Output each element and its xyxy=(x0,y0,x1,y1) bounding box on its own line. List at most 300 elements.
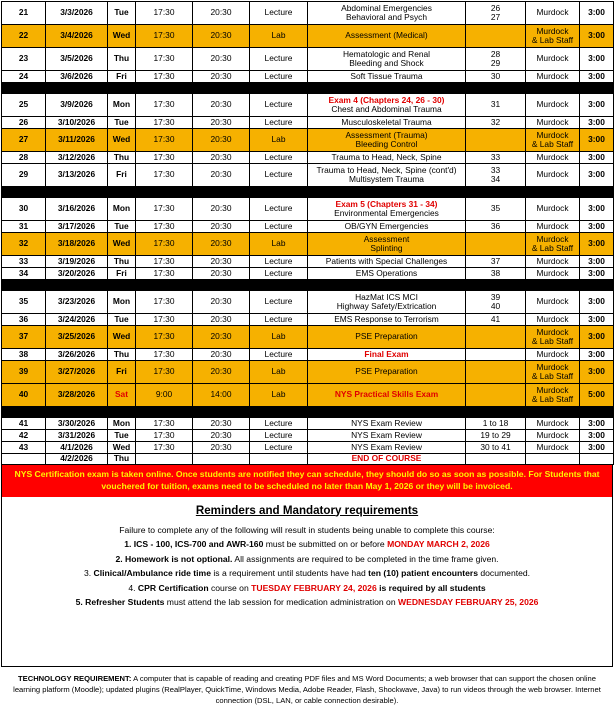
session-hours: 3:00 xyxy=(580,349,614,361)
session-date: 3/9/2026 xyxy=(46,94,108,117)
session-hours: 3:00 xyxy=(580,314,614,326)
instructor xyxy=(526,384,580,407)
session-hours: 3:00 xyxy=(580,48,614,71)
chapter-number: 32 xyxy=(490,116,501,127)
session-topic xyxy=(308,291,466,314)
schedule-row xyxy=(2,71,614,83)
instructor-line: Murdock xyxy=(536,70,569,81)
session-number: 34 xyxy=(2,268,46,280)
session-type: Lab xyxy=(250,25,308,48)
session-topic xyxy=(308,94,466,117)
topic-line: Multisystem Trauma xyxy=(349,174,424,184)
chapter-number: 31 xyxy=(490,99,501,110)
reminder-2: 2. Homework is not optional. All assignments are required to be completed in the time frame given. xyxy=(115,553,499,564)
schedule-row xyxy=(2,117,614,129)
session-hours: 3:00 xyxy=(580,71,614,83)
session-topic xyxy=(308,268,466,280)
instructor-line: Murdock xyxy=(536,99,569,110)
session-topic xyxy=(308,2,466,25)
end-time: 20:30 xyxy=(193,256,250,268)
session-day: Mon xyxy=(108,418,136,430)
session-number: 27 xyxy=(2,129,46,152)
session-hours: 3:00 xyxy=(580,94,614,117)
end-time: 20:30 xyxy=(193,152,250,164)
session-day: Wed xyxy=(108,326,136,349)
end-time: 20:30 xyxy=(193,129,250,152)
session-type: Lecture xyxy=(250,430,308,442)
session-number: 22 xyxy=(2,25,46,48)
instructor xyxy=(526,256,580,268)
session-date: 3/23/2026 xyxy=(46,291,108,314)
schedule-row xyxy=(2,454,614,465)
session-number: 28 xyxy=(2,152,46,164)
session-date: 3/28/2026 xyxy=(46,384,108,407)
end-time: 20:30 xyxy=(193,71,250,83)
session-hours: 3:00 xyxy=(580,233,614,256)
chapter-number: 37 xyxy=(490,255,501,266)
session-date: 3/17/2026 xyxy=(46,221,108,233)
session-number xyxy=(2,454,46,465)
topic-line: NYS Exam Review xyxy=(351,441,422,452)
chapters xyxy=(466,152,526,164)
session-hours: 3:00 xyxy=(580,418,614,430)
chapters xyxy=(466,71,526,83)
chapters xyxy=(466,256,526,268)
reminder-3: 3. Clinical/Ambulance ride time is a requirement until students have had ten (10) patient encounters documented. xyxy=(83,568,531,579)
chapter-number: 41 xyxy=(490,313,501,324)
schedule-row xyxy=(2,314,614,326)
chapter-number: 28 xyxy=(490,48,501,59)
topic-line: Bleeding and Shock xyxy=(349,58,424,68)
session-hours: 3:00 xyxy=(580,256,614,268)
session-hours: 3:00 xyxy=(580,198,614,221)
topic-line: EMS Response to Terrorism xyxy=(334,313,439,324)
session-number: 21 xyxy=(2,2,46,25)
end-time: 20:30 xyxy=(193,442,250,454)
topic-line: Chest and Abdominal Trauma xyxy=(331,104,442,114)
session-number: 43 xyxy=(2,442,46,454)
topic-line: Soft Tissue Trauma xyxy=(350,70,423,81)
topic-line: Hematologic and Renal xyxy=(342,48,431,59)
session-day: Tue xyxy=(108,221,136,233)
nys-exam-notice: NYS Certification exam is taken online. Once students are notified they can schedule, they should do so as soon as possible. For Students that vouchered for tuition, exams need to be scheduled no later than May 1, 2026 or they will be invoiced. xyxy=(1,465,613,497)
session-hours xyxy=(580,454,614,465)
session-topic xyxy=(308,430,466,442)
session-topic xyxy=(308,221,466,233)
schedule-row xyxy=(2,326,614,349)
session-date: 3/16/2026 xyxy=(46,198,108,221)
session-day: Tue xyxy=(108,430,136,442)
instructor xyxy=(526,361,580,384)
start-time: 17:30 xyxy=(136,198,193,221)
topic-line: PSE Preparation xyxy=(355,331,418,342)
topic-line: Trauma to Head, Neck, Spine xyxy=(331,151,442,162)
instructor-line: & Lab Staff xyxy=(531,394,574,404)
chapter-number: 38 xyxy=(490,267,501,278)
chapters xyxy=(466,48,526,71)
start-time: 17:30 xyxy=(136,430,193,442)
chapters xyxy=(466,291,526,314)
chapters xyxy=(466,129,526,152)
session-date: 3/31/2026 xyxy=(46,430,108,442)
schedule-row xyxy=(2,418,614,430)
session-date: 3/5/2026 xyxy=(46,48,108,71)
instructor-line: Murdock xyxy=(536,361,569,372)
session-topic xyxy=(308,164,466,187)
instructor xyxy=(526,198,580,221)
chapter-number: 29 xyxy=(490,58,501,68)
session-type: Lecture xyxy=(250,94,308,117)
instructor xyxy=(526,454,580,465)
topic-line: Environmental Emergencies xyxy=(334,208,439,218)
technology-requirement: TECHNOLOGY REQUIREMENT: A computer that is capable of reading and creating PDF files and MS Word Documents; a web browser that can support the chosen online learning platform (Moodle); updated plugins (RealPlayer, QuickTime, Windows Media, Adobe Reader, Flash, Shockwave, Java) to run videos through the web browser. Internet connection (DSL, LAN, or cable connection desirable). xyxy=(13,673,601,705)
week-separator xyxy=(2,280,614,291)
instructor-line: Murdock xyxy=(536,429,569,440)
end-time: 20:30 xyxy=(193,430,250,442)
start-time: 17:30 xyxy=(136,314,193,326)
session-topic xyxy=(308,442,466,454)
schedule-row xyxy=(2,268,614,280)
session-hours: 3:00 xyxy=(580,152,614,164)
session-number: 29 xyxy=(2,164,46,187)
session-type: Lecture xyxy=(250,268,308,280)
session-hours: 3:00 xyxy=(580,221,614,233)
session-date: 3/25/2026 xyxy=(46,326,108,349)
session-day: Mon xyxy=(108,198,136,221)
topic-line: Highway Safety/Extrication xyxy=(336,301,437,311)
instructor-line: Murdock xyxy=(536,384,569,395)
session-type: Lecture xyxy=(250,71,308,83)
session-type: Lecture xyxy=(250,349,308,361)
topic-highlight: Exam 4 (Chapters 24, 26 - 30) xyxy=(328,94,445,105)
chapters xyxy=(466,2,526,25)
start-time: 17:30 xyxy=(136,25,193,48)
start-time xyxy=(136,454,193,465)
session-hours: 3:00 xyxy=(580,291,614,314)
start-time: 17:30 xyxy=(136,291,193,314)
session-topic xyxy=(308,314,466,326)
session-topic xyxy=(308,256,466,268)
session-topic xyxy=(308,454,466,465)
chapter-number: 30 xyxy=(490,70,501,81)
end-time: 20:30 xyxy=(193,291,250,314)
separator-cell xyxy=(2,187,614,198)
session-day: Tue xyxy=(108,314,136,326)
session-number: 31 xyxy=(2,221,46,233)
chapter-number: 30 to 41 xyxy=(480,441,511,452)
schedule-row xyxy=(2,198,614,221)
session-hours: 3:00 xyxy=(580,430,614,442)
chapters xyxy=(466,430,526,442)
instructor xyxy=(526,48,580,71)
session-type: Lab xyxy=(250,129,308,152)
session-day: Mon xyxy=(108,94,136,117)
end-time: 20:30 xyxy=(193,233,250,256)
start-time: 17:30 xyxy=(136,164,193,187)
start-time: 17:30 xyxy=(136,129,193,152)
session-date: 3/30/2026 xyxy=(46,418,108,430)
instructor xyxy=(526,326,580,349)
start-time: 17:30 xyxy=(136,361,193,384)
topic-highlight: Final Exam xyxy=(364,348,409,359)
topic-line: Musculoskeletal Trauma xyxy=(341,116,432,127)
session-day: Mon xyxy=(108,291,136,314)
session-number: 26 xyxy=(2,117,46,129)
instructor xyxy=(526,233,580,256)
session-number: 40 xyxy=(2,384,46,407)
instructor-line: Murdock xyxy=(536,169,569,180)
schedule-row xyxy=(2,94,614,117)
session-day: Fri xyxy=(108,71,136,83)
start-time: 9:00 xyxy=(136,384,193,407)
instructor-line: & Lab Staff xyxy=(531,139,574,149)
chapters xyxy=(466,454,526,465)
end-time: 20:30 xyxy=(193,221,250,233)
schedule-row xyxy=(2,25,614,48)
chapter-number: 35 xyxy=(490,203,501,214)
topic-line: PSE Preparation xyxy=(355,366,418,377)
end-time: 20:30 xyxy=(193,117,250,129)
instructor-line: Murdock xyxy=(536,255,569,266)
session-date: 3/18/2026 xyxy=(46,233,108,256)
instructor-line: Murdock xyxy=(536,116,569,127)
chapter-number: 27 xyxy=(490,12,501,22)
instructor-line: Murdock xyxy=(536,220,569,231)
instructor-line: Murdock xyxy=(536,7,569,18)
end-time: 20:30 xyxy=(193,94,250,117)
instructor-line: Murdock xyxy=(536,313,569,324)
session-type: Lecture xyxy=(250,164,308,187)
instructor-line: Murdock xyxy=(536,326,569,337)
session-number: 42 xyxy=(2,430,46,442)
topic-line: Behavioral and Psych xyxy=(345,12,427,22)
session-type: Lab xyxy=(250,326,308,349)
session-hours: 3:00 xyxy=(580,129,614,152)
chapters xyxy=(466,384,526,407)
chapters xyxy=(466,233,526,256)
instructor-line: & Lab Staff xyxy=(531,371,574,381)
chapters xyxy=(466,94,526,117)
session-number: 33 xyxy=(2,256,46,268)
instructor xyxy=(526,2,580,25)
instructor xyxy=(526,221,580,233)
session-number: 30 xyxy=(2,198,46,221)
session-hours: 3:00 xyxy=(580,326,614,349)
week-separator xyxy=(2,83,614,94)
topic-line: Trauma to Head, Neck, Spine (cont'd) xyxy=(316,164,457,175)
separator-cell xyxy=(2,83,614,94)
session-topic xyxy=(308,129,466,152)
instructor-line: Murdock xyxy=(536,267,569,278)
start-time: 17:30 xyxy=(136,71,193,83)
session-number: 25 xyxy=(2,94,46,117)
session-topic xyxy=(308,326,466,349)
session-date: 3/10/2026 xyxy=(46,117,108,129)
session-day: Wed xyxy=(108,233,136,256)
session-day: Tue xyxy=(108,2,136,25)
end-time: 20:30 xyxy=(193,314,250,326)
session-type xyxy=(250,454,308,465)
instructor-line: & Lab Staff xyxy=(531,336,574,346)
session-day: Fri xyxy=(108,268,136,280)
chapter-number: 33 xyxy=(490,151,501,162)
end-time: 14:00 xyxy=(193,384,250,407)
chapters xyxy=(466,221,526,233)
topic-line: Assessment (Trauma) xyxy=(345,129,428,140)
start-time: 17:30 xyxy=(136,94,193,117)
chapters xyxy=(466,164,526,187)
end-time: 20:30 xyxy=(193,326,250,349)
topic-line: NYS Exam Review xyxy=(351,417,422,428)
end-time: 20:30 xyxy=(193,361,250,384)
instructor-line: Murdock xyxy=(536,441,569,452)
instructor-line: Murdock xyxy=(536,233,569,244)
session-number: 23 xyxy=(2,48,46,71)
session-type: Lecture xyxy=(250,314,308,326)
schedule-row xyxy=(2,430,614,442)
instructor xyxy=(526,71,580,83)
instructor-line: Murdock xyxy=(536,203,569,214)
session-date: 3/20/2026 xyxy=(46,268,108,280)
chapter-number: 1 to 18 xyxy=(482,417,509,428)
instructor xyxy=(526,291,580,314)
session-day: Thu xyxy=(108,349,136,361)
start-time: 17:30 xyxy=(136,48,193,71)
instructor-line: Murdock xyxy=(536,296,569,307)
chapters xyxy=(466,418,526,430)
schedule-row xyxy=(2,2,614,25)
session-day: Thu xyxy=(108,48,136,71)
instructor xyxy=(526,94,580,117)
session-number: 37 xyxy=(2,326,46,349)
topic-line: Bleeding Control xyxy=(355,139,418,149)
end-time: 20:30 xyxy=(193,349,250,361)
schedule-row xyxy=(2,129,614,152)
session-date: 3/19/2026 xyxy=(46,256,108,268)
chapter-number: 26 xyxy=(490,2,501,13)
session-topic xyxy=(308,152,466,164)
week-separator xyxy=(2,187,614,198)
instructor xyxy=(526,349,580,361)
session-day: Wed xyxy=(108,442,136,454)
session-type: Lecture xyxy=(250,442,308,454)
session-type: Lab xyxy=(250,361,308,384)
session-type: Lecture xyxy=(250,152,308,164)
session-number: 32 xyxy=(2,233,46,256)
instructor xyxy=(526,418,580,430)
session-number: 38 xyxy=(2,349,46,361)
session-topic xyxy=(308,418,466,430)
instructor-line: Murdock xyxy=(536,25,569,36)
session-day: Thu xyxy=(108,152,136,164)
session-topic xyxy=(308,361,466,384)
schedule-row xyxy=(2,164,614,187)
topic-line: HazMat ICS MCI xyxy=(355,291,418,302)
chapters xyxy=(466,326,526,349)
chapter-number: 34 xyxy=(490,174,501,184)
session-number: 24 xyxy=(2,71,46,83)
session-day: Tue xyxy=(108,117,136,129)
chapters xyxy=(466,268,526,280)
session-day: Thu xyxy=(108,454,136,465)
session-day: Wed xyxy=(108,25,136,48)
reminder-1: 1. ICS - 100, ICS-700 and AWR-160 must be submitted on or before MONDAY MARCH 2, 2026 xyxy=(124,539,490,550)
topic-line: Abdominal Emergencies xyxy=(341,2,432,13)
session-topic xyxy=(308,25,466,48)
topic-highlight: NYS Practical Skills Exam xyxy=(334,389,439,400)
instructor xyxy=(526,117,580,129)
session-topic xyxy=(308,198,466,221)
session-topic xyxy=(308,233,466,256)
session-type: Lecture xyxy=(250,2,308,25)
session-hours: 3:00 xyxy=(580,164,614,187)
instructor xyxy=(526,442,580,454)
topic-highlight: Exam 5 (Chapters 31 - 34) xyxy=(335,198,438,209)
end-time: 20:30 xyxy=(193,268,250,280)
course-schedule-page xyxy=(1,1,613,705)
chapters xyxy=(466,349,526,361)
reminder-4: 4. CPR Certification course on TUESDAY FEBRUARY 24, 2026 is required by all students xyxy=(128,582,486,593)
session-date: 3/13/2026 xyxy=(46,164,108,187)
session-hours: 3:00 xyxy=(580,361,614,384)
session-topic xyxy=(308,48,466,71)
session-type: Lecture xyxy=(250,221,308,233)
schedule-row xyxy=(2,256,614,268)
reminders-section xyxy=(1,497,613,667)
session-date: 3/24/2026 xyxy=(46,314,108,326)
session-number: 35 xyxy=(2,291,46,314)
session-hours: 3:00 xyxy=(580,2,614,25)
end-time: 20:30 xyxy=(193,418,250,430)
session-type: Lecture xyxy=(250,291,308,314)
topic-line: OB/GYN Emergencies xyxy=(344,220,429,231)
session-type: Lab xyxy=(250,233,308,256)
reminder-5: 5. Refresher Students must attend the lab session for medication administration on WEDNESDAY FEBRUARY 25, 2026 xyxy=(75,597,539,608)
session-date: 3/26/2026 xyxy=(46,349,108,361)
start-time: 17:30 xyxy=(136,152,193,164)
instructor xyxy=(526,268,580,280)
instructor-line: Murdock xyxy=(536,348,569,359)
session-number: 39 xyxy=(2,361,46,384)
topic-line: Assessment (Medical) xyxy=(345,30,428,41)
schedule-row xyxy=(2,152,614,164)
instructor xyxy=(526,25,580,48)
instructor-line: Murdock xyxy=(536,53,569,64)
schedule-row xyxy=(2,233,614,256)
session-date: 4/1/2026 xyxy=(46,442,108,454)
session-day: Sat xyxy=(108,384,136,407)
instructor-line: & Lab Staff xyxy=(531,243,574,253)
session-type: Lecture xyxy=(250,198,308,221)
start-time: 17:30 xyxy=(136,418,193,430)
instructor xyxy=(526,129,580,152)
session-number: 41 xyxy=(2,418,46,430)
schedule-row xyxy=(2,384,614,407)
schedule-row xyxy=(2,349,614,361)
chapter-number: 40 xyxy=(490,301,501,311)
reminders-title: Reminders and Mandatory requirements xyxy=(195,503,419,517)
session-topic xyxy=(308,384,466,407)
topic-line: NYS Exam Review xyxy=(351,429,422,440)
schedule-row xyxy=(2,442,614,454)
chapters xyxy=(466,314,526,326)
session-hours: 5:00 xyxy=(580,384,614,407)
chapters xyxy=(466,442,526,454)
separator-cell xyxy=(2,407,614,418)
end-time: 20:30 xyxy=(193,2,250,25)
separator-cell xyxy=(2,280,614,291)
session-number: 36 xyxy=(2,314,46,326)
